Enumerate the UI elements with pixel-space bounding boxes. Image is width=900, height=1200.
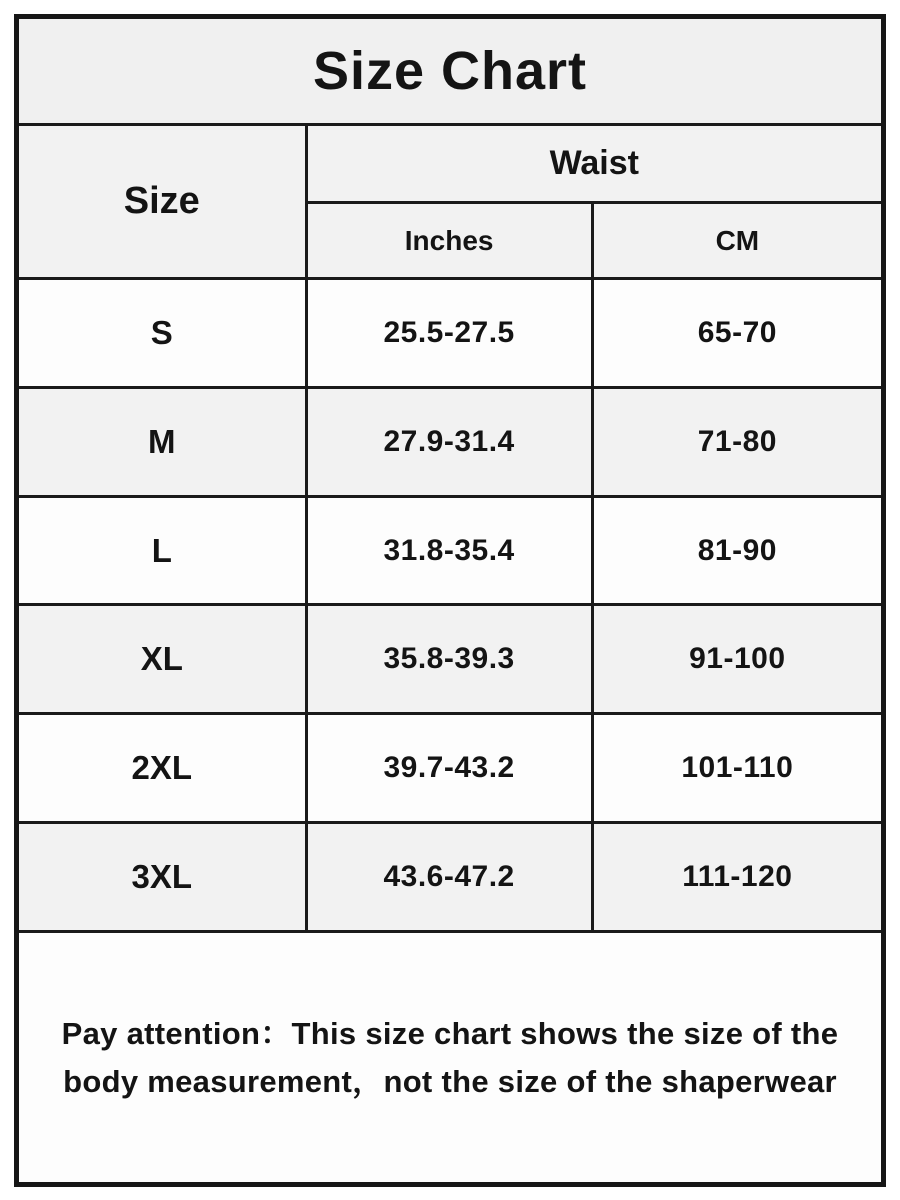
chart-title: Size Chart xyxy=(17,17,884,125)
size-cell: L xyxy=(17,496,307,605)
group-header-row xyxy=(17,125,884,203)
title-row xyxy=(17,17,884,125)
cm-value-cell: 65-70 xyxy=(592,279,883,388)
table-row-xl xyxy=(17,605,884,714)
cm-value-cell: 91-100 xyxy=(592,605,883,714)
table-row-2xl xyxy=(17,714,884,823)
size-cell: XL xyxy=(17,605,307,714)
inches-value-cell: 43.6-47.2 xyxy=(306,823,592,932)
table-row-l xyxy=(17,496,884,605)
size-chart-panel xyxy=(14,14,886,1187)
size-column-header: Size xyxy=(17,125,307,279)
cm-column-header: CM xyxy=(592,203,883,279)
inches-value-cell: 27.9-31.4 xyxy=(306,387,592,496)
attention-note xyxy=(17,932,884,1185)
size-cell: S xyxy=(17,279,307,388)
waist-group-header: Waist xyxy=(306,125,883,203)
cm-value-cell: 101-110 xyxy=(592,714,883,823)
cm-value-cell: 111-120 xyxy=(592,823,883,932)
cm-value-cell: 81-90 xyxy=(592,496,883,605)
size-chart-table xyxy=(14,14,886,1187)
note-row xyxy=(17,932,884,1185)
inches-value-cell: 39.7-43.2 xyxy=(306,714,592,823)
inches-value-cell: 25.5-27.5 xyxy=(306,279,592,388)
size-cell: M xyxy=(17,387,307,496)
inches-column-header: Inches xyxy=(306,203,592,279)
inches-value-cell: 31.8-35.4 xyxy=(306,496,592,605)
size-cell: 3XL xyxy=(17,823,307,932)
table-row-m xyxy=(17,387,884,496)
cm-value-cell: 71-80 xyxy=(592,387,883,496)
table-row-3xl xyxy=(17,823,884,932)
note-line-2: body measurement，not the size of the shaperwear xyxy=(63,1063,837,1099)
size-cell: 2XL xyxy=(17,714,307,823)
note-line-1: Pay attention：This size chart shows the size of the xyxy=(61,1015,839,1051)
table-row-s xyxy=(17,279,884,388)
inches-value-cell: 35.8-39.3 xyxy=(306,605,592,714)
